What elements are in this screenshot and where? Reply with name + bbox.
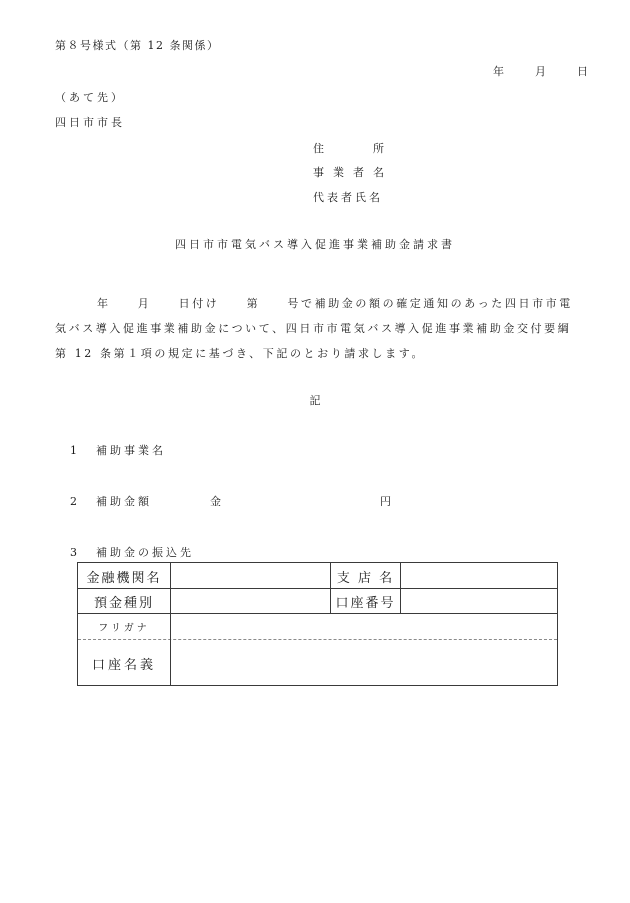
item-1-label: 補助事業名	[96, 444, 166, 457]
amount-kin: 金	[210, 495, 224, 508]
account-holder-field[interactable]	[171, 640, 557, 685]
ki-heading: 記	[309, 394, 321, 407]
branch-label: 支 店 名	[336, 571, 395, 586]
date-day: 日	[577, 65, 588, 78]
account-number-field[interactable]	[401, 588, 557, 613]
amount-en: 円	[380, 495, 394, 508]
item-2-label: 補助金額	[96, 495, 152, 508]
item-transfer-destination	[70, 544, 194, 560]
account-number-label: 口座番号	[335, 596, 396, 611]
bank-name-label: 金融機関名	[86, 571, 162, 586]
addressee-name: 四日市市長	[55, 116, 125, 129]
body-paragraph	[55, 291, 595, 366]
furigana-label: フリガナ	[98, 623, 150, 634]
item-project-name	[70, 442, 166, 458]
date-year: 年	[493, 65, 504, 78]
applicant-business-label: 事業者名	[313, 166, 393, 179]
account-table	[77, 562, 558, 686]
item-3-label: 補助金の振込先	[96, 546, 194, 559]
deposit-type-label: 預金種別	[93, 596, 154, 611]
body-line-1: 年 月 日付け 第 号で補助金の額の確定通知のあった四日市市電	[97, 297, 573, 310]
address-char-2: 所	[373, 142, 384, 155]
form-number: 第８号様式（第 12 条関係）	[55, 39, 220, 52]
address-char-1: 住	[313, 142, 324, 155]
body-line-3: 第 12 条第１項の規定に基づき、下記のとおり請求します。	[55, 347, 426, 360]
branch-field[interactable]	[401, 563, 557, 588]
applicant-representative-label: 代表者氏名	[313, 191, 383, 204]
furigana-field[interactable]	[171, 613, 557, 639]
addressee-label: （あて先）	[55, 91, 125, 104]
item-3-number: 3	[70, 546, 80, 559]
deposit-type-field[interactable]	[171, 588, 330, 613]
item-2-number: 2	[70, 495, 80, 508]
body-line-2: 気バス導入促進事業補助金について、四日市市電気バス導入促進事業補助金交付要綱	[55, 322, 572, 335]
item-subsidy-amount	[70, 493, 394, 509]
document-title: 四日市市電気バス導入促進事業補助金請求書	[175, 238, 455, 251]
date-month: 月	[535, 65, 546, 78]
item-1-number: 1	[70, 444, 80, 457]
account-holder-label: 口座名義	[91, 658, 156, 673]
bank-name-field[interactable]	[171, 563, 330, 588]
